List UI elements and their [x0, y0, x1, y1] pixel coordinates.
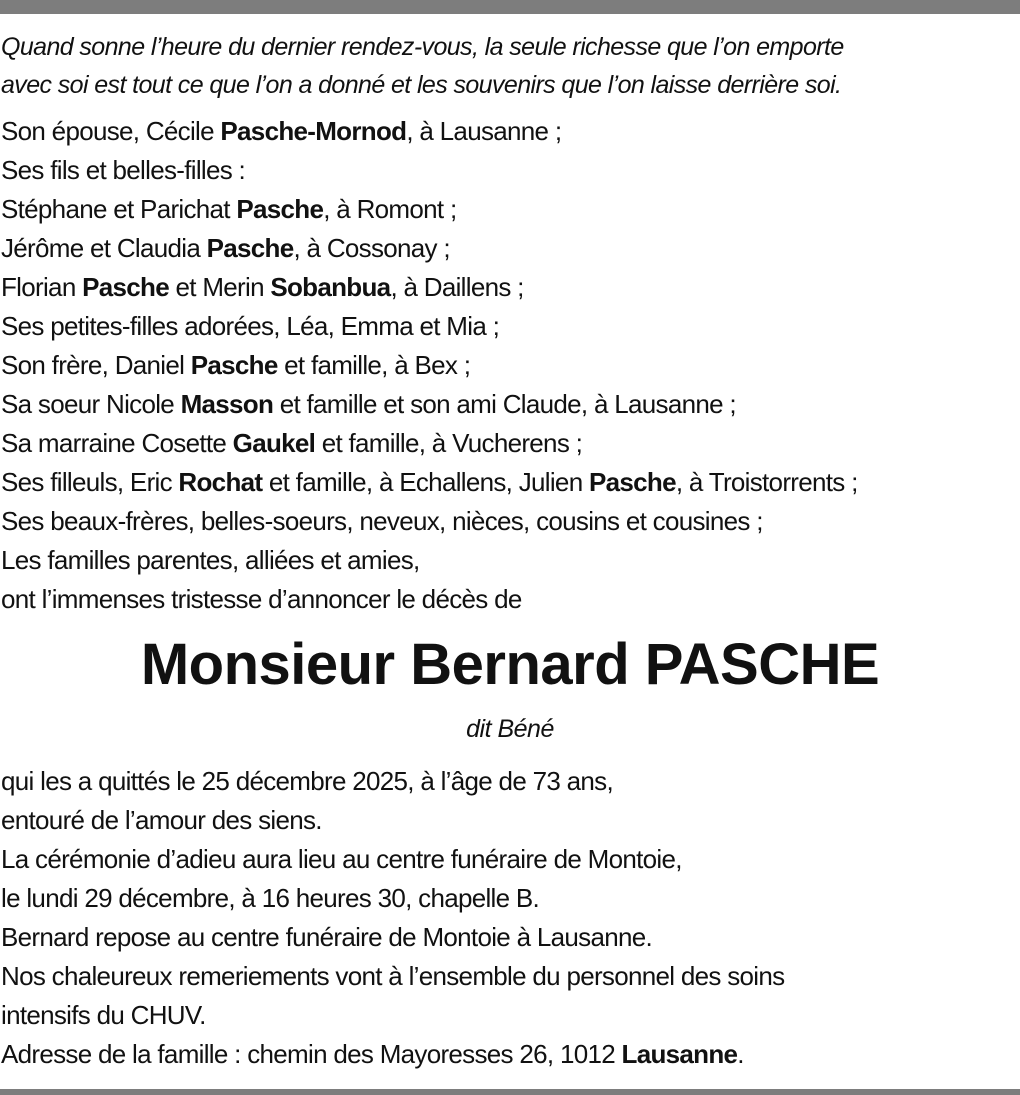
top-rule [0, 0, 1020, 14]
quote-line-1: Quand sonne l’heure du dernier rendez-vous, la seule richesse que l’on emporte [1, 33, 844, 61]
surname-text: Pasche [206, 233, 294, 263]
line-text: ont l’immenses tristesse d’annoncer le décès de [1, 584, 522, 614]
family-member-line [1, 268, 1019, 307]
line-text: Adresse de la famille : chemin des Mayoresses 26, 1012 [1, 1039, 622, 1069]
line-text: , à Daillens ; [390, 272, 524, 302]
line-text: Jérôme et Claudia [1, 233, 207, 263]
line-text: , à Lausanne ; [406, 116, 562, 146]
epigraph-quote [1, 28, 1016, 104]
detail-line [1, 996, 1019, 1035]
line-text: , à Troistorrents ; [675, 467, 858, 497]
bottom-rule [0, 1089, 1020, 1095]
detail-line [1, 879, 1019, 918]
line-text: Sa marraine Cosette [1, 428, 233, 458]
surname-text: Masson [180, 389, 274, 419]
line-text: Ses filleuls, Eric [1, 467, 179, 497]
ceremony-details [1, 762, 1019, 1074]
surname-text: Pasche [236, 194, 324, 224]
surname-text: Pasche [588, 467, 676, 497]
line-text: et famille et son ami Claude, à Lausanne ; [273, 389, 736, 419]
line-text: Les familles parentes, alliées et amies, [1, 545, 420, 575]
line-text: Son frère, Daniel [1, 350, 191, 380]
surname-text: Gaukel [232, 428, 316, 458]
family-member-line [1, 112, 1019, 151]
line-text: Ses fils et belles-filles : [1, 155, 246, 185]
family-member-line [1, 541, 1019, 580]
surname-text: Sobanbua [270, 272, 391, 302]
family-member-line [1, 151, 1019, 190]
detail-line [1, 918, 1019, 957]
line-text: La cérémonie d’adieu aura lieu au centre funéraire de Montoie, [1, 844, 682, 874]
line-text: et famille, à Vucherens ; [315, 428, 583, 458]
line-text: Son épouse, Cécile [1, 116, 221, 146]
detail-line [1, 762, 1019, 801]
line-text: intensifs du CHUV. [1, 1000, 206, 1030]
detail-line [1, 1035, 1019, 1074]
surname-text: Pasche [190, 350, 278, 380]
deceased-nickname: dit Béné [466, 715, 554, 743]
family-member-line [1, 580, 1019, 619]
family-list [1, 112, 1019, 619]
surname-text: Pasche-Mornod [220, 116, 407, 146]
family-member-line [1, 229, 1019, 268]
line-text: entouré de l’amour des siens. [1, 805, 322, 835]
line-text: Nos chaleureux remeriements vont à l’ensemble du personnel des soins [1, 961, 785, 991]
line-text: et famille, à Bex ; [277, 350, 471, 380]
line-text: et Merin [168, 272, 271, 302]
line-text: , à Romont ; [323, 194, 457, 224]
family-member-line [1, 463, 1019, 502]
line-text: et famille, à Echallens, Julien [262, 467, 589, 497]
surname-text: Pasche [82, 272, 169, 302]
line-text: Ses petites-filles adorées, Léa, Emma et Mia ; [1, 311, 500, 341]
deceased-name: Monsieur Bernard PASCHE [140, 632, 880, 697]
detail-line [1, 801, 1019, 840]
line-text: . [737, 1039, 744, 1069]
family-member-line [1, 424, 1019, 463]
detail-line [1, 840, 1019, 879]
line-text: Bernard repose au centre funéraire de Montoie à Lausanne. [1, 922, 653, 952]
line-text: Sa soeur Nicole [1, 389, 181, 419]
line-text: Stéphane et Parichat [1, 194, 237, 224]
line-text: le lundi 29 décembre, à 16 heures 30, chapelle B. [1, 883, 540, 913]
family-member-line [1, 502, 1019, 541]
line-text: qui les a quittés le 25 décembre 2025, à l’âge de 73 ans, [1, 766, 613, 796]
line-text: , à Cossonay ; [293, 233, 450, 263]
surname-text: Rochat [178, 467, 263, 497]
quote-line-2: avec soi est tout ce que l’on a donné et les souvenirs que l’on laisse derrière soi. [1, 71, 842, 99]
line-text: Florian [1, 272, 83, 302]
line-text: Ses beaux-frères, belles-soeurs, neveux, nièces, cousins et cousines ; [1, 506, 763, 536]
surname-text: Lausanne [621, 1039, 738, 1069]
detail-line [1, 957, 1019, 996]
family-member-line [1, 190, 1019, 229]
family-member-line [1, 385, 1019, 424]
family-member-line [1, 346, 1019, 385]
family-member-line [1, 307, 1019, 346]
